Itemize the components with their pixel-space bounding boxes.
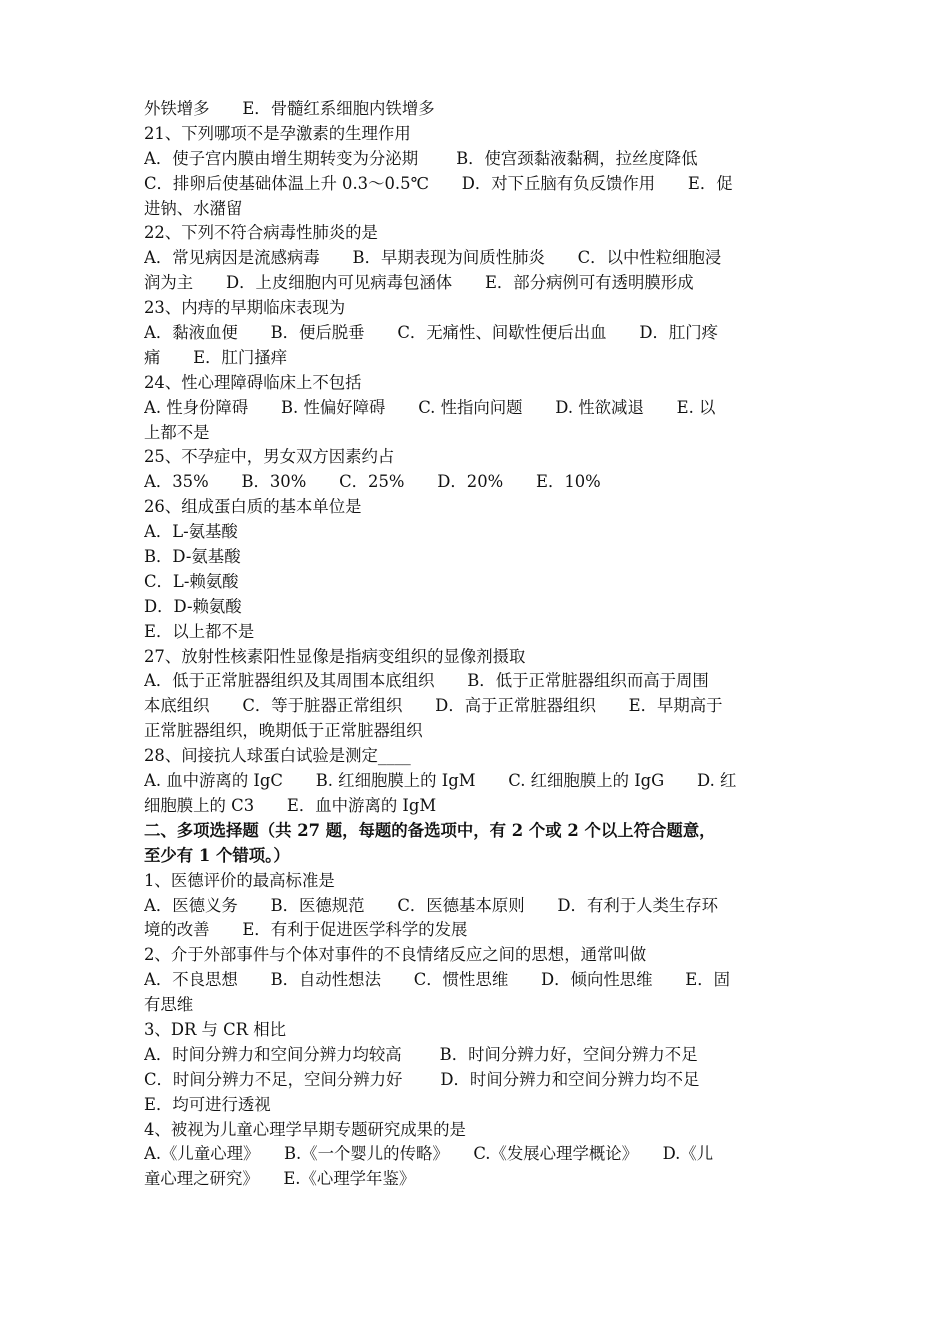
text-line: 痛 E．肛门搔痒 — [144, 347, 288, 367]
text-line: A．使子宫内膜由增生期转变为分泌期 B．使宫颈黏液黏稠，拉丝度降低 — [144, 148, 698, 168]
text-line: 细胞膜上的 C3 E．血中游离的 IgM — [144, 795, 437, 815]
document-body — [144, 97, 808, 1192]
section-heading-line: 二、多项选择题（共 27 题，每题的备选项中，有 2 个或 2 个以上符合题意， — [144, 820, 716, 840]
text-line: A.《儿童心理》 B.《一个婴儿的传略》 C.《发展心理学概论》 D.《儿 — [144, 1144, 714, 1164]
text-line: 4、被视为儿童心理学早期专题研究成果的是 — [144, 1119, 466, 1139]
text-line: A．不良思想 B．自动性想法 C．惯性思维 D．倾向性思维 E．固 — [144, 970, 731, 990]
text-line: C．时间分辨力不足，空间分辨力好 D．时间分辨力和空间分辨力均不足 — [144, 1069, 700, 1089]
text-line: A．L-氨基酸 — [144, 522, 238, 542]
text-line: 25、不孕症中，男女双方因素约占 — [144, 447, 395, 467]
text-line: A．常见病因是流感病毒 B．早期表现为间质性肺炎 C．以中性粒细胞浸 — [144, 248, 722, 268]
text-line: 27、放射性核素阳性显像是指病变组织的显像剂摄取 — [144, 646, 526, 666]
text-line: E．以上都不是 — [144, 621, 255, 641]
text-line: 进钠、水潴留 — [144, 198, 243, 218]
text-line: 1、医德评价的最高标准是 — [144, 870, 335, 890]
text-line: B．D-氨基酸 — [144, 547, 241, 567]
text-line: 上都不是 — [144, 422, 210, 442]
text-line: 23、内痔的早期临床表现为 — [144, 298, 346, 318]
text-line: 3、DR 与 CR 相比 — [144, 1019, 286, 1039]
text-line: 2、介于外部事件与个体对事件的不良情绪反应之间的思想，通常叫做 — [144, 945, 647, 965]
text-line: 润为主 D．上皮细胞内可见病毒包涵体 E．部分病例可有透明膜形成 — [144, 273, 694, 293]
text-line: 有思维 — [144, 995, 194, 1015]
text-line: 26、组成蛋白质的基本单位是 — [144, 497, 362, 517]
text-line: A．医德义务 B．医德规范 C．医德基本原则 D．有利于人类生存环 — [144, 895, 719, 915]
text-line: 24、性心理障碍临床上不包括 — [144, 372, 362, 392]
text-line: A．35% B．30% C．25% D．20% E．10% — [144, 472, 601, 492]
text-line: 21、下列哪项不是孕激素的生理作用 — [144, 123, 411, 143]
text-line: 本底组织 C．等于脏器正常组织 D．高于正常脏器组织 E．早期高于 — [144, 696, 723, 716]
text-line: 28、间接抗人球蛋白试验是测定____ — [144, 746, 411, 766]
text-line: 22、下列不符合病毒性肺炎的是 — [144, 223, 378, 243]
text-line: D．D-赖氨酸 — [144, 596, 242, 616]
text-line: C．L-赖氨酸 — [144, 571, 239, 591]
text-line: C．排卵后使基础体温上升 0.3～0.5℃ D．对下丘脑有负反馈作用 E．促 — [144, 173, 733, 193]
text-line: A. 性身份障碍 B. 性偏好障碍 C. 性指向问题 D. 性欲减退 E. 以 — [144, 397, 716, 417]
text-line: 境的改善 E．有利于促进医学科学的发展 — [144, 920, 468, 940]
text-line: A．黏液血便 B．便后脱垂 C．无痛性、间歇性便后出血 D．肛门疼 — [144, 323, 719, 343]
section-heading-line: 至少有 1 个错项。） — [144, 845, 290, 865]
text-line: A．时间分辨力和空间分辨力均较高 B．时间分辨力好，空间分辨力不足 — [144, 1044, 698, 1064]
text-line: 外铁增多 E．骨髓红系细胞内铁增多 — [144, 99, 435, 118]
text-line: E．均可进行透视 — [144, 1094, 271, 1114]
text-line: A．低于正常脏器组织及其周围本底组织 B．低于正常脏器组织而高于周围 — [144, 671, 709, 691]
text-line: 正常脏器组织，晚期低于正常脏器组织 — [144, 721, 423, 741]
text-line: 童心理之研究》 E.《心理学年鉴》 — [144, 1169, 416, 1189]
text-line: A. 血中游离的 IgC B. 红细胞膜上的 IgM C. 红细胞膜上的 IgG D. 红 — [144, 771, 737, 791]
